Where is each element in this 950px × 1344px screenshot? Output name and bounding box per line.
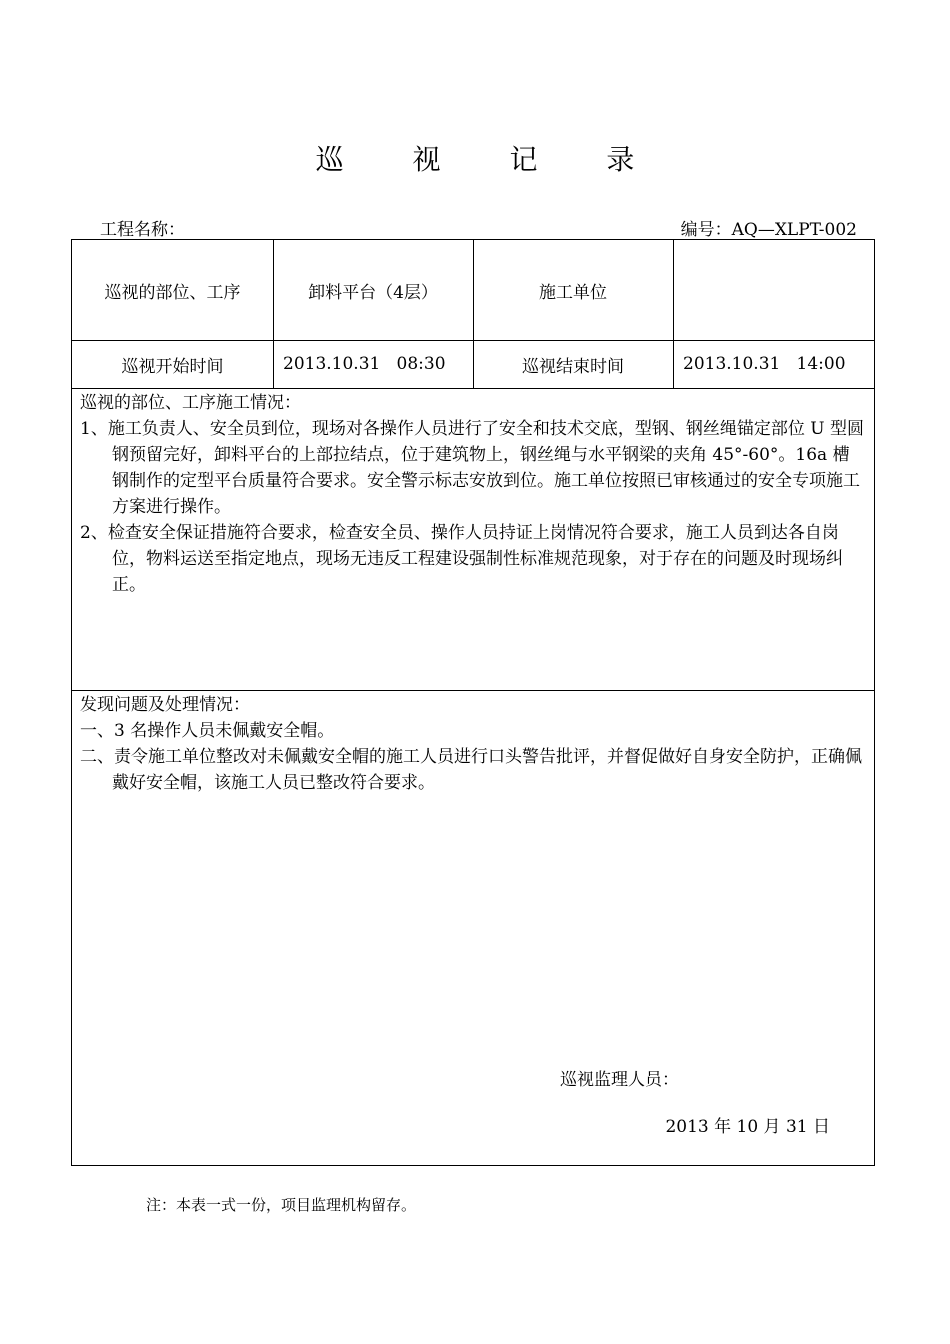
problems-section [80,692,866,796]
start-time-value: 2013.10.31 08:30 [283,354,446,374]
list-item: 2、检查安全保证措施符合要求，检查安全员、操作人员持证上岗情况符合要求，施工人员到达各自岗位，物料运送至指定地点，现场无违反工程建设强制性标准规范现象，对于存在的问题及时现场纠正。 [80,523,843,595]
end-time-label: 巡视结束时间 [522,356,624,377]
construction-unit-value [673,240,874,340]
section-title: 发现问题及处理情况： [80,695,250,715]
list-item: 一、3 名操作人员未佩戴安全帽。 [80,721,335,741]
row-divider [72,388,874,389]
footnote: 注：本表一式一份，项目监理机构留存。 [146,1196,417,1214]
project-name-label: 工程名称： [100,220,185,240]
inspection-part-label: 巡视的部位、工序 [104,282,241,303]
inspection-part-value: 卸料平台（4层） [308,282,438,303]
page-title: 巡 视 记 录 [315,143,665,176]
section-title: 巡视的部位、工序施工情况： [80,393,301,413]
start-time-label: 巡视开始时间 [121,356,224,377]
construction-unit-label: 施工单位 [539,282,607,303]
section-divider [72,690,874,691]
inspection-form [71,239,875,1166]
sign-date: 2013 年 10 月 31 日 [665,1117,830,1137]
document-number: 编号：AQ—XLPT-002 [680,220,857,240]
supervisor-label: 巡视监理人员： [560,1070,679,1090]
end-time-value: 2013.10.31 14:00 [683,354,846,374]
list-item: 1、施工负责人、安全员到位，现场对各操作人员进行了安全和技术交底，型钢、钢丝绳锚定部位 U 型圆钢预留完好，卸料平台的上部拉结点，位于建筑物上，钢丝绳与水平钢梁的夹角 45°-60°。16a 槽钢制作的定型平台质量符合要求。安全警示标志安放到位。施工单位按照已审核通过的安全专项施工方案进行操作。 [80,419,864,517]
list-item: 二、责令施工单位整改对未佩戴安全帽的施工人员进行口头警告批评，并督促做好自身安全防护，正确佩戴好安全帽，该施工人员已整改符合要求。 [80,747,862,793]
construction-situation-section [80,390,866,598]
